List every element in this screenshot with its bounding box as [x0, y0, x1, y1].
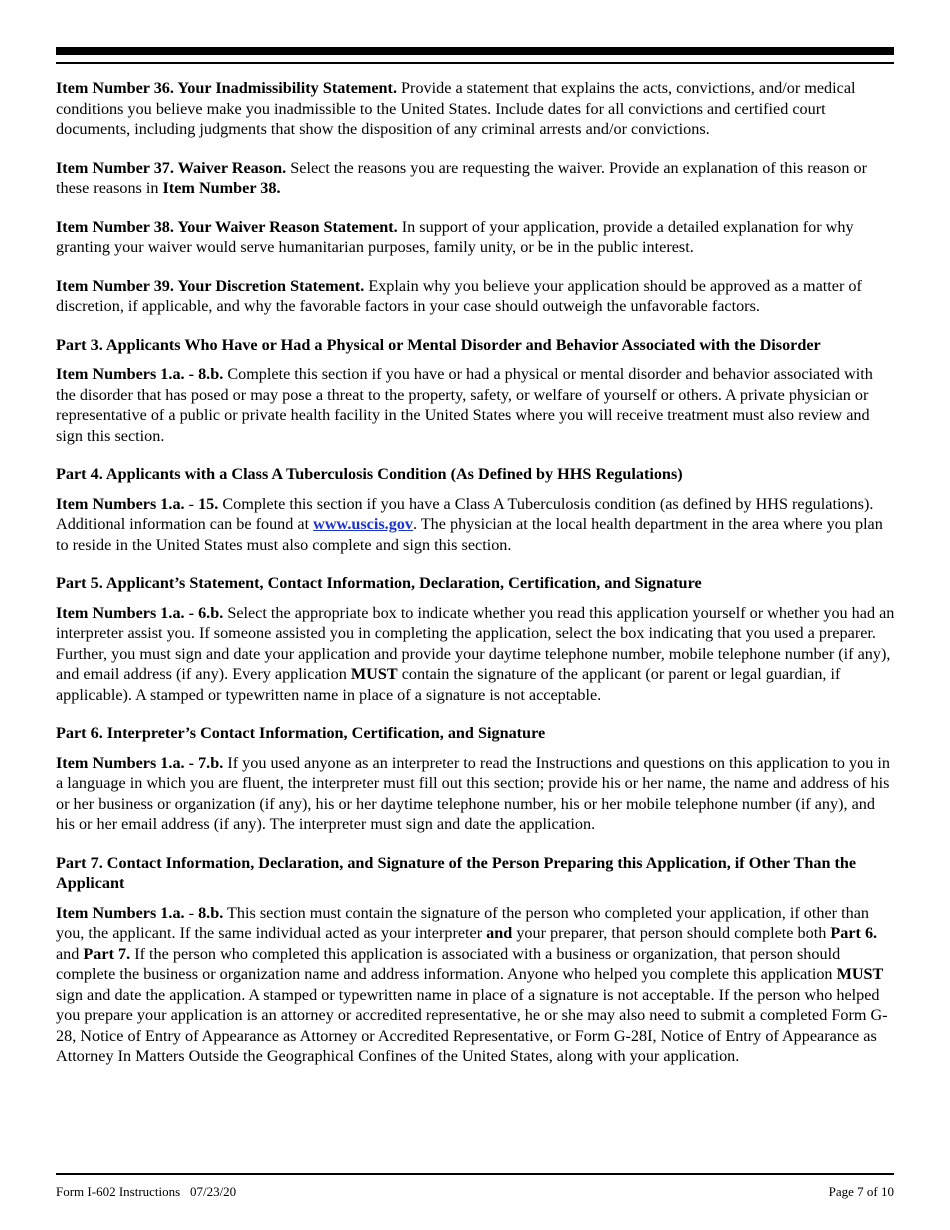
part-7-label-b: 8.b.	[198, 903, 224, 922]
item-38-label: Item Number 38. Your Waiver Reason Statement.	[56, 217, 398, 236]
page-number: Page 7 of 10	[828, 1184, 894, 1199]
part-7-heading: Part 7. Contact Information, Declaration, and Signature of the Person Preparing this Application, if Other Than the Applicant	[56, 853, 857, 892]
document-body	[56, 78, 896, 1085]
part-5-text-2: contain the signature of the applicant (or parent or legal guardian, if applicable). A stamped or typewritten name in place of a signature is not acceptable.	[56, 665, 841, 704]
part-4-text-1: Complete this section if you have a Class A Tuberculosis condition (as defined by HHS regulations). Additional information can be found at	[56, 494, 874, 533]
part-4-label-a: Item Numbers 1.a.	[56, 494, 185, 513]
part-4-label-b: 15.	[198, 494, 219, 513]
part-3-heading: Part 3. Applicants Who Have or Had a Physical or Mental Disorder and Behavior Associated with the Disorder	[56, 335, 821, 354]
part-6-text: If you used anyone as an interpreter to read the Instructions and questions on this application to you in a language in which you are fluent, the interpreter must fill out this section; provide his or her name, the name and address of his or her business or organization (if any), his or her daytime telephone number, his or her mobile telephone number (if any), and his or her email address (if any). The interpreter must sign and date the application.	[56, 753, 890, 833]
part-7-ref-part-7: Part 7.	[83, 944, 131, 963]
form-identifier: Form I-602 Instructions 07/23/20	[56, 1184, 237, 1199]
item-39-label: Item Number 39. Your Discretion Statement.	[56, 276, 365, 295]
part-7-body	[56, 903, 896, 1067]
footer-rule	[56, 1173, 894, 1175]
part-6-body	[56, 753, 896, 835]
part-5-heading: Part 5. Applicant’s Statement, Contact Information, Declaration, Certification, and Signature	[56, 574, 702, 592]
part-7-and: and	[486, 924, 513, 942]
item-37-text: Select the reasons you are requesting the waiver. Provide an explanation of this reason or these reasons in	[56, 158, 867, 197]
item-37-ref: Item Number 38.	[162, 179, 281, 197]
part-7-label-sep: -	[184, 903, 199, 922]
uscis-link[interactable]: www.uscis.gov	[313, 515, 413, 533]
item-36	[56, 78, 896, 140]
part-3-body	[56, 364, 896, 446]
top-rule-thin	[56, 62, 894, 64]
part-7-text-3: and	[56, 944, 84, 963]
item-39-text: Explain why you believe your application should be approved as a matter of discretion, if applicable, and why the favorable factors in your case should outweigh the unfavorable factors.	[56, 276, 862, 315]
part-3-label: Item Numbers 1.a. - 8.b.	[56, 365, 224, 383]
part-4-label-sep: -	[184, 494, 199, 513]
part-4-body	[56, 494, 896, 556]
part-7-label-a: Item Numbers 1.a.	[56, 903, 185, 922]
item-39	[56, 276, 896, 317]
part-7-text-5: sign and date the application. A stamped or typewritten name in place of a signature is not acceptable. If the person who helped you prepare your application is an attorney or accredited representative, he or she may also need to submit a completed Form G-28, Notice of Entry of Appearance as Attorney or Accredited Representative, or Form G-28I, Notice of Entry of Appearance as Attorney In Matters Outside the Geographical Confines of the United States, along with your application.	[56, 985, 888, 1065]
item-37	[56, 158, 896, 199]
item-38-text: In support of your application, provide a detailed explanation for why granting your waiver would serve humanitarian purposes, family unity, or be in the public interest.	[56, 217, 854, 256]
part-4-heading: Part 4. Applicants with a Class A Tuberculosis Condition (As Defined by HHS Regulations)	[56, 465, 683, 483]
part-5-body	[56, 603, 896, 706]
part-7-must: MUST	[836, 965, 884, 983]
part-6-label: Item Numbers 1.a. - 7.b.	[56, 753, 224, 772]
part-7-ref-part-6: Part 6.	[830, 924, 878, 942]
part-7-text-4: If the person who completed this application is associated with a business or organization, that person should complete the business or organization name and address information. Anyone who helped you complete this application	[56, 944, 841, 983]
part-3-text: Complete this section if you have or had a physical or mental disorder and behavior associated with the disorder that has posed or may pose a threat to the property, safety, or welfare of yourself or others. A private physician or representative of a public or private health facility in the United States where you will receive treatment must also review and sign this section.	[56, 365, 873, 445]
item-37-label: Item Number 37. Waiver Reason.	[56, 158, 287, 177]
item-36-label: Item Number 36. Your Inadmissibility Statement.	[56, 79, 397, 97]
part-7-text-2: your preparer, that person should complete both	[512, 924, 831, 942]
part-5-label: Item Numbers 1.a. - 6.b.	[56, 603, 224, 622]
part-4-text-2: . The physician at the local health department in the area where you plan to reside in the United States must also complete and sign this section.	[56, 515, 883, 554]
item-36-text: Provide a statement that explains the acts, convictions, and/or medical conditions you believe make you inadmissible to the United States. Include dates for all convictions and certified court documents, including judgments that show the disposition of any criminal arrests and/or convictions.	[56, 79, 856, 138]
part-7-text-1: This section must contain the signature of the person who completed your application, if other than you, the applicant. If the same individual acted as your interpreter	[56, 903, 869, 942]
part-5-must: MUST	[350, 665, 398, 683]
item-38	[56, 217, 896, 258]
top-rule-thick	[56, 47, 894, 55]
part-5-text-1: Select the appropriate box to indicate whether you read this application yourself or whether you had an interpreter assist you. If someone assisted you in completing the application, select the box indicating that you used a preparer. Further, you must sign and date your application and provide your daytime telephone number, mobile telephone number (if any), and email address (if any). Every application	[56, 603, 895, 683]
part-6-heading: Part 6. Interpreter’s Contact Information, Certification, and Signature	[56, 724, 546, 742]
page-footer	[56, 1184, 894, 1200]
